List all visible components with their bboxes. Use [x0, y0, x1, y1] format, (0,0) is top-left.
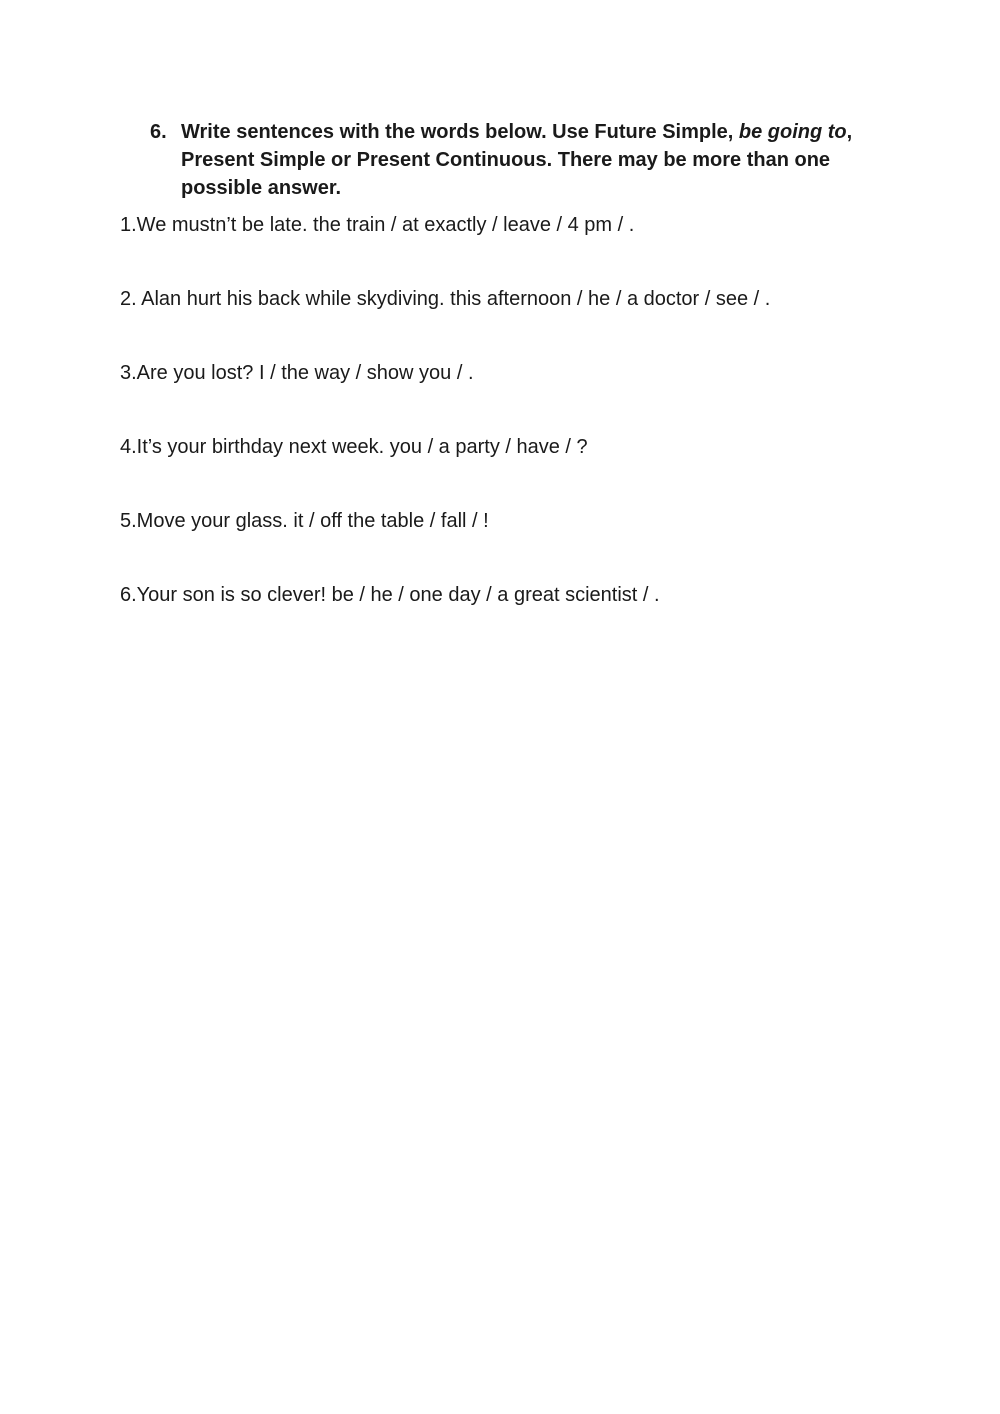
exercise-item-2: 2. Alan hurt his back while skydiving. this afternoon / he / a doctor / see / .	[120, 288, 771, 310]
exercise-number: 6.	[150, 121, 167, 143]
exercise-item-1: 1.We mustn’t be late. the train / at exactly / leave / 4 pm / .	[120, 214, 635, 236]
exercise-item-6: 6.Your son is so clever! be / he / one day / a great scientist / .	[120, 584, 660, 606]
instruction-text-part2: , Present Simple or Present Continuous. There may be more than one possible answer.	[181, 121, 853, 199]
instruction-italic-phrase: be going to	[738, 121, 847, 143]
exercise-item-5: 5.Move your glass. it / off the table / fall / !	[120, 510, 489, 532]
exercise-item-3: 3.Are you lost? I / the way / show you / .	[120, 362, 474, 384]
exercise-instruction	[150, 118, 870, 202]
instruction-text	[181, 118, 870, 202]
exercise-item-4: 4.It’s your birthday next week. you / a party / have / ?	[120, 436, 588, 458]
instruction-text-part1: Write sentences with the words below. Use Future Simple,	[181, 121, 739, 143]
